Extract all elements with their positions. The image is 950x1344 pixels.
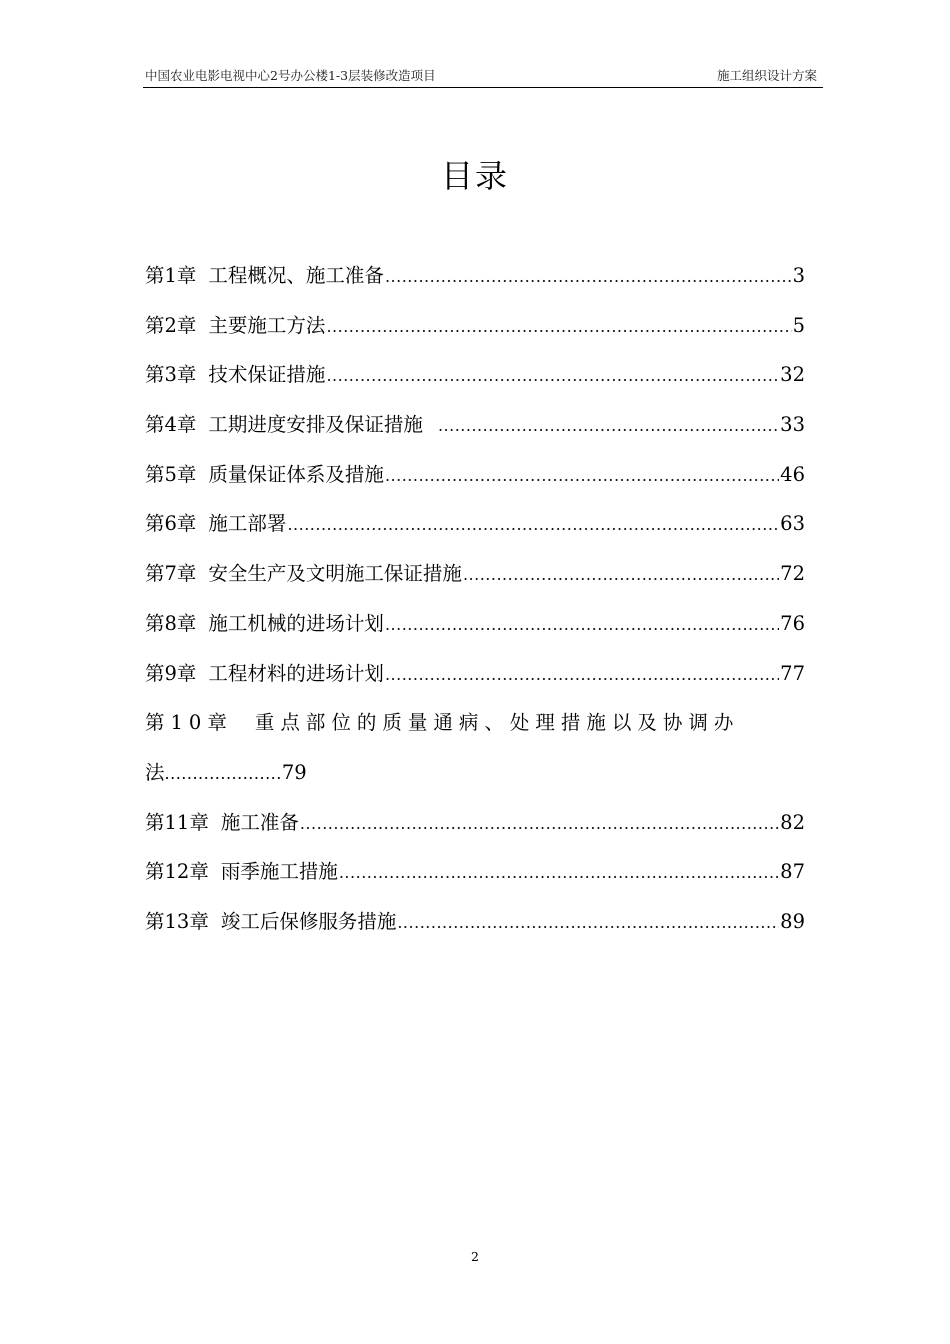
toc-entry-chapter-6[interactable] [145, 499, 809, 549]
chapter-number: 第7章 [145, 562, 197, 586]
dot-leader [326, 351, 779, 400]
page-number: 2 [471, 1249, 479, 1264]
chapter-page: 76 [780, 611, 805, 635]
dot-leader [385, 600, 779, 649]
chapter-title: 竣工后保修服务措施 [220, 909, 397, 933]
chapter-page: 87 [780, 860, 805, 884]
page-header [143, 67, 823, 88]
toc-entry-chapter-13[interactable] [145, 897, 809, 947]
chapter-title: 施工准备 [220, 810, 299, 834]
dot-leader [287, 500, 779, 549]
chapter-page: 79 [281, 760, 307, 784]
chapter-number: 第3章 [145, 363, 197, 387]
dot-leader [339, 848, 779, 897]
chapter-page: 3 [792, 264, 805, 287]
toc-entry-chapter-1[interactable] [145, 251, 809, 301]
header-project-name: 中国农业电影电视中心2号办公楼1-3层装修改造项目 [145, 68, 436, 83]
dot-leader [385, 451, 779, 500]
chapter-title [255, 698, 809, 748]
table-of-contents [145, 251, 809, 947]
chapter-page: 63 [780, 512, 805, 536]
chapter-title: 施工机械的进场计划 [208, 611, 384, 635]
toc-entry-chapter-11[interactable] [145, 798, 809, 848]
chapter-title: 工程概况、施工准备 [208, 264, 384, 287]
toc-entry-chapter-2[interactable] [145, 301, 809, 351]
toc-entry-chapter-8[interactable] [145, 599, 809, 649]
chapter-title: 工程材料的进场计划 [208, 661, 384, 685]
chapter-number: 第1章 [145, 264, 197, 287]
dot-leader: ..................... [164, 763, 282, 783]
dot-leader [397, 898, 779, 947]
dot-leader [385, 650, 779, 699]
toc-entry-chapter-9[interactable] [145, 649, 809, 699]
chapter-number: 第11章 [145, 810, 209, 834]
chapter-number: 第9章 [145, 661, 197, 685]
chapter-number: 第2章 [145, 313, 197, 337]
chapter-page: 82 [780, 810, 805, 834]
toc-title: 目录 [440, 157, 509, 195]
chapter-page: 5 [792, 313, 805, 337]
toc-entry-chapter-10[interactable] [145, 698, 809, 748]
chapter-title: 质量保证体系及措施 [208, 462, 384, 486]
dot-leader [463, 550, 779, 599]
toc-entry-chapter-10-continued[interactable] [145, 748, 809, 798]
chapter-page: 89 [780, 909, 805, 933]
chapter-page: 33 [780, 413, 805, 437]
chapter-number: 第13章 [145, 909, 209, 933]
toc-entry-chapter-3[interactable] [145, 350, 809, 400]
dot-leader [300, 799, 779, 848]
header-document-type: 施工组织设计方案 [716, 68, 817, 83]
toc-entry-chapter-12[interactable] [145, 847, 809, 897]
chapter-title: 工期进度安排及保证措施 [208, 413, 423, 437]
toc-entry-chapter-4[interactable] [145, 400, 809, 450]
toc-entry-chapter-7[interactable] [145, 549, 809, 599]
dot-leader [326, 302, 791, 351]
chapter-page: 32 [780, 363, 805, 387]
chapter-page: 77 [780, 661, 805, 685]
chapter-number: 第5章 [145, 462, 197, 486]
chapter-page: 72 [780, 562, 805, 586]
dot-leader [385, 252, 792, 301]
dot-leader [438, 401, 779, 450]
chapter-title: 施工部署 [208, 512, 287, 536]
chapter-title: 技术保证措施 [208, 363, 326, 387]
chapter-number: 第12章 [145, 860, 209, 884]
chapter-page: 46 [780, 462, 805, 486]
chapter-number: 第4章 [145, 413, 197, 437]
chapter-title: 安全生产及文明施工保证措施 [208, 562, 462, 586]
chapter-title: 雨季施工措施 [220, 860, 338, 884]
chapter-title-line-1: 重点部位的质量通病、处理措施以及协调办 [254, 711, 740, 735]
chapter-title: 主要施工方法 [208, 313, 326, 337]
chapter-number: 第6章 [145, 512, 197, 536]
chapter-number: 第10章 [145, 711, 233, 735]
toc-entry-chapter-5[interactable] [145, 450, 809, 500]
chapter-number: 第8章 [145, 611, 197, 635]
chapter-title-line-2: 法 [145, 760, 165, 784]
